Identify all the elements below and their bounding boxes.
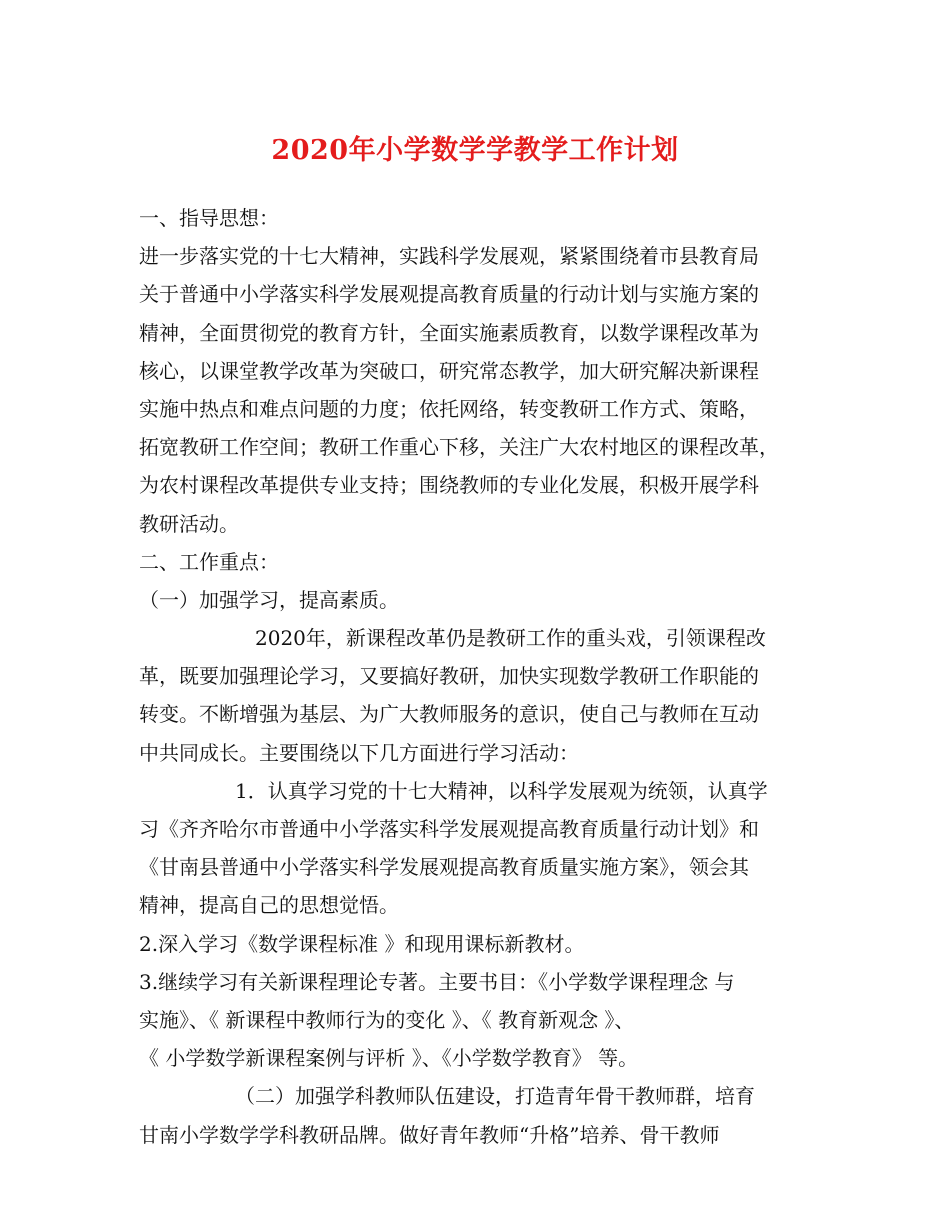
paragraph-line: 革，既要加强理论学习，又要搞好教研，加快实现数学教研工作职能的 — [139, 664, 759, 689]
paragraph-line: 精神，提高自己的思想觉悟。 — [139, 893, 399, 918]
document-body — [139, 199, 819, 1154]
paragraph-line: 教研活动。 — [139, 511, 239, 536]
paragraph-line: 《 小学数学新课程案例与评析 》、《小学数学教育》 等。 — [139, 1046, 639, 1071]
section-heading-guiding-ideology: 一、指导思想： — [139, 206, 279, 230]
section-heading-work-focus: 二、工作重点： — [139, 549, 279, 574]
subsection-heading-2: （二）加强学科教师队伍建设，打造青年骨干教师群，培育 — [235, 1084, 755, 1109]
list-item-2: 2.深入学习《数学课程标准 》和现用课标新教材。 — [139, 931, 585, 956]
paragraph-line: 转变。不断增强为基层、为广大教师服务的意识，使自己与教师在互动 — [139, 702, 759, 727]
list-item-3: 3.继续学习有关新课程理论专著。主要书目：《小学数学课程理念 与 — [139, 969, 735, 994]
paragraph-line: 《甘南县普通中小学落实科学发展观提高教育质量实施方案》，领会其 — [139, 855, 749, 880]
paragraph-line: 习《齐齐哈尔市普通中小学落实科学发展观提高教育质量行动计划》和 — [139, 817, 759, 841]
paragraph-line: 2020年，新课程改革仍是教研工作的重头戏，引领课程改 — [255, 626, 766, 651]
paragraph-line: 为农村课程改革提供专业支持；围绕教师的专业化发展，积极开展学科 — [139, 473, 759, 498]
subsection-heading-1: （一）加强学习，提高素质。 — [139, 587, 399, 612]
paragraph-line: 关于普通中小学落实科学发展观提高教育质量的行动计划与实施方案的 — [139, 282, 759, 307]
paragraph-line: 精神，全面贯彻党的教育方针，全面实施素质教育，以数学课程改革为 — [139, 320, 759, 345]
paragraph-line: 甘南小学数学学科教研品牌。做好青年教师“升格”培养、骨干教师 — [139, 1122, 720, 1147]
paragraph-line: 实施中热点和难点问题的力度；依托网络，转变教研工作方式、策略， — [139, 396, 759, 421]
paragraph-line: 核心，以课堂教学改革为突破口，研究常态教学，加大研究解决新课程 — [139, 358, 759, 383]
paragraph-line: 中共同成长。主要围绕以下几方面进行学习活动： — [139, 740, 579, 765]
paragraph-line: 实施》、《 新课程中教师行为的变化 》、《 教育新观念 》、 — [139, 1007, 635, 1032]
document-title: 2020年小学数学学教学工作计划 — [271, 135, 679, 166]
paragraph-line: 拓宽教研工作空间；教研工作重心下移，关注广大农村地区的课程改革， — [139, 435, 779, 460]
paragraph-line: 进一步落实党的十七大精神，实践科学发展观，紧紧围绕着市县教育局 — [139, 244, 759, 269]
list-item-1: 1．认真学习党的十七大精神，以科学发展观为统领，认真学 — [235, 778, 768, 803]
